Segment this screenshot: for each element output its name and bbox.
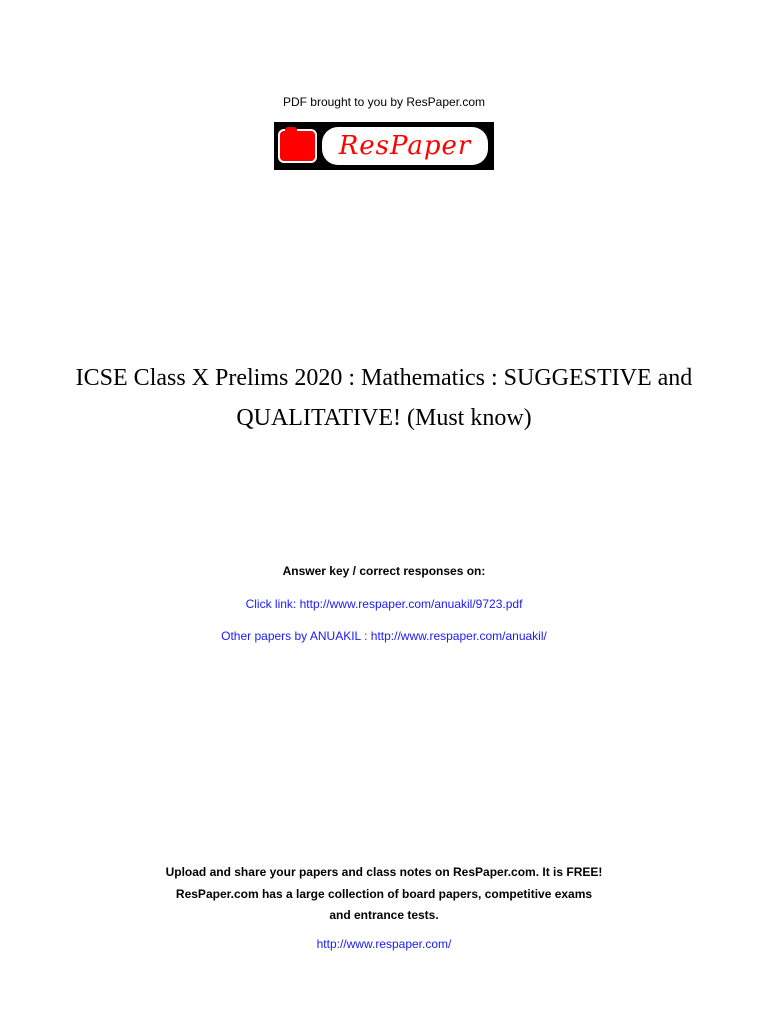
title-line-1: ICSE Class X Prelims 2020 : Mathematics : SUGGESTIVE and: [75, 365, 693, 391]
answer-key-link[interactable]: Click link: http://www.respaper.com/anuakil/9723.pdf: [245, 597, 523, 611]
answer-key-heading: Answer key / correct responses on:: [282, 564, 486, 578]
footer-line-3: and entrance tests.: [329, 908, 439, 922]
footer-line-2: ResPaper.com has a large collection of board papers, competitive exams: [175, 886, 593, 901]
header-brought-by: PDF brought to you by ResPaper.com: [282, 95, 486, 109]
respaper-logo: [274, 122, 494, 170]
folder-icon: [278, 129, 317, 163]
logo-wordmark: ResPaper: [338, 131, 472, 161]
logo-wordmark-container: [322, 127, 488, 165]
footer-promo: [0, 862, 768, 927]
respaper-home-link[interactable]: http://www.respaper.com/: [316, 937, 452, 951]
footer-line-1: Upload and share your papers and class notes on ResPaper.com. It is FREE!: [165, 865, 603, 879]
document-title: [0, 358, 768, 438]
other-papers-link[interactable]: Other papers by ANUAKIL : http://www.respaper.com/anuakil/: [221, 629, 547, 643]
title-line-2: QUALITATIVE! (Must know): [236, 405, 532, 431]
